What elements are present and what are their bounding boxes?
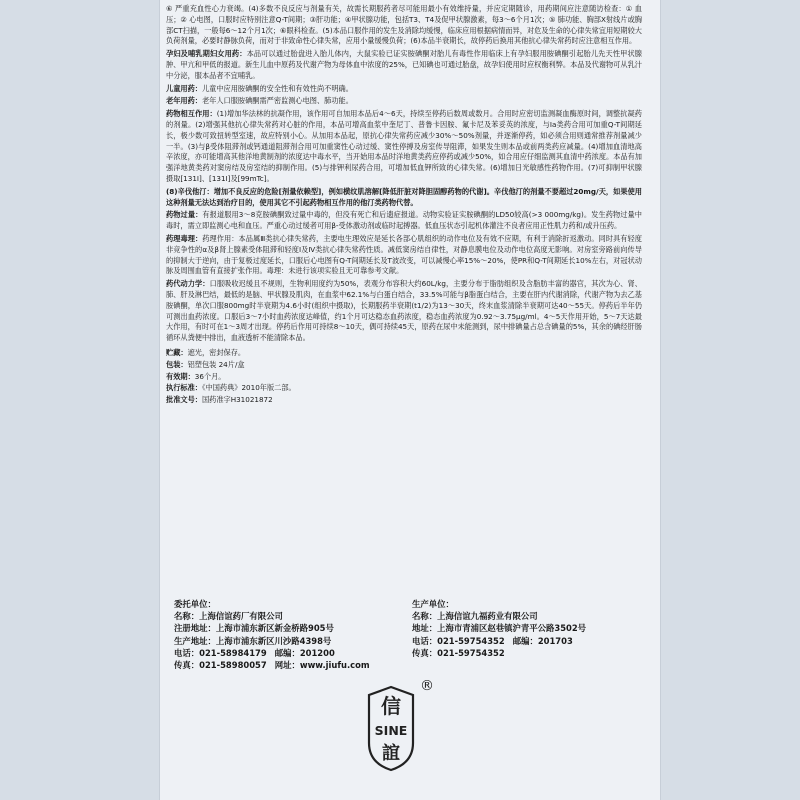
paragraph-pharmacokinetics: 药代动力学：口服吸收迟缓且不规则，生物利用度约为50%，表观分布容积大约60L/kg，主要分布于脂肪组织及含脂肪丰富的器官，其次为心、肾、肺、肝及淋巴结，最低的是脑、甲状腺及肌肉，在血浆中62.1%与白蛋白结合，33.5%可能与β脂蛋白结合，主要在肝内代谢消除，代谢产物为去乙基胺碘酮，单次口服800mg时半衰期为4.6小时(组织中摄取)，长期服药半衰期(t1/2)为13～30天，终末血浆清除半衰期可达40～55天。停药后半年仍可测出血药浓度。口服后3～7小时血药浓度达峰值，约1个月可达稳态血药浓度，稳态血药浓度为0.92～3.75μg/ml。4～5天作用开始，5～7天达最大作用，有时可在1～3周才出现。停药后作用可持续8～10天，偶可持续45天，原药在尿中未能测到，尿中排碘量占总含碘量的5%，其余的碘经肝肠循环从粪便中排出，血液透析不能清除本品。 <box>166 279 642 343</box>
manufacturer-heading: 生产单位： <box>412 599 454 609</box>
entrusting-heading: 委托单位： <box>174 599 216 609</box>
info-shelf-life: 有效期：36个月。 <box>166 371 226 381</box>
paragraph-simvastatin-warning: (8)辛伐他汀：增加不良反应的危险[剂量依赖型]，例如横纹肌溶解[降低肝脏对降胆固醇药物的代谢]。辛伐他汀的剂量不要超过20mg/天，如果使用这种剂量无法达到治疗目的，使用其它不引起药物相互作用的他汀类药物代替。 <box>166 186 642 207</box>
company-info <box>174 598 644 671</box>
entrusting-prod-address: 生产地址：上海市浦东新区川沙路4398号 <box>174 635 332 646</box>
section-label: 药代动力学： <box>166 279 210 289</box>
manufacturer-fax: 传真：021-59754352 <box>412 647 505 658</box>
info-storage: 贮藏：遮光，密封保存。 <box>166 347 246 357</box>
paragraph-overdose: 药物过量：有报道服用3～8克胺碘酮致过量中毒的，但没有死亡和后遗症报道。动物实验证实胺碘酮的LD50较高(>3 000mg/kg)。发生药物过量中毒时，需立即监测心电和血压。严重心动过缓者可用β-受体激动剂或临时起搏器。低血压状态引起机体灌注不良者应用正性肌力药和/或升压药。 <box>166 210 642 231</box>
section-label: 老年用药： <box>166 96 202 106</box>
logo-top-char: 信 <box>381 694 401 718</box>
manufacturer-address: 地址：上海市青浦区赵巷镇沪青平公路3502号 <box>412 623 587 634</box>
section-label: 儿童用药： <box>166 83 202 93</box>
section-label: 孕妇及哺乳期妇女用药： <box>166 49 247 59</box>
manufacturer-name: 名称：上海信谊九福药业有限公司 <box>412 611 538 622</box>
entrusting-name: 名称：上海信谊药厂有限公司 <box>174 611 283 622</box>
info-package: 包装：铝塑包装 24片/盒 <box>166 359 245 369</box>
section-label: 药理毒理： <box>166 233 203 243</box>
paragraph-interactions: 药物相互作用：(1)增加华法林的抗凝作用，该作用可自加用本品后4～6天，持续至停药后数周或数月。合用时应密切监测凝血酶原时间，调整抗凝药的剂量。(2)增强其他抗心律失常药对心脏的作用，本品可增高血浆中奎尼丁、普鲁卡因胺、氟卡尼及苯妥英的浓度，与Ia类药合用可加重Q-T间期延长，极少数可致扭转型室速，故应特别小心。从加用本品起，原抗心律失常药应减少30%～50%剂量，并逐渐停药，如必须合用则通常推荐剂量减少一半。(3)与β受体阻滞剂或钙通道阻滞剂合用可加重窦性心动过缓、窦性停搏及房室传导阻滞，如果发生则本品或前两类药应减量。(4)增加血清地高辛浓度，亦可能增高其他洋地黄制剂的浓度达中毒水平，当开始用本品时洋地黄类药应停药或减少50%，如合用应仔细监测其血清中药浓度。本品有加强洋地黄类药对窦房结及房室结的抑制作用。(5)与排钾利尿药合用，可增加低血钾所致的心律失常。(6)增加日光敏感性药物作用。(7)可抑制甲状腺摄取[131I]、[131I]及[99mTc]。 <box>166 109 642 183</box>
entrusting-reg-address: 注册地址：上海市浦东新区新金桥路905号 <box>174 623 334 634</box>
logo-sine-text: SINE <box>374 723 408 738</box>
leaflet-body <box>166 4 642 407</box>
entrusting-phone: 电话：021-58984179 邮编：201200 <box>174 647 335 658</box>
paragraph-geriatric: 老年用药：老年人口服胺碘酮需严密监测心电图、肺功能。 <box>166 96 353 106</box>
registered-mark: ® <box>420 678 434 694</box>
logo-bottom-char: 誼 <box>382 743 400 764</box>
paragraph-pediatric: 儿童用药：儿童中应用胺碘酮的安全性和有效性尚不明确。 <box>166 83 353 93</box>
info-approval-number: 批准文号：国药准字H31021872 <box>166 395 273 405</box>
section-label: 药物相互作用： <box>166 109 217 119</box>
info-standard: 执行标准：《中国药典》2010年版二部。 <box>166 383 296 393</box>
entrusting-fax: 传真：021-58980057 网址：www.jiufu.com <box>174 660 370 671</box>
section-label: 药物过量： <box>166 210 203 220</box>
sine-logo <box>362 683 420 773</box>
product-info <box>166 348 642 406</box>
entrusting-company <box>174 598 406 671</box>
manufacturer-phone: 电话：021-59754352 邮编：201703 <box>412 635 573 646</box>
manufacturer <box>412 598 644 671</box>
paragraph-precautions-cont: ⑥ 严重充血性心力衰竭。(4)多数不良反应与剂量有关，故需长期服药者尽可能用最小有效维持量，并应定期随诊，用药期间应注意随访检查：① 血压；② 心电图，口服时应特别注意Q-T间期；③肝功能；④甲状腺功能，包括T3、T4及促甲状腺激素，每3～6个月1次；⑤ 肺功能、胸部X射线片或胸部CT扫描，一般每6～12个月1次；⑥眼科检查。(5)本品口服作用的发生及消除均缓慢，临床应用根据病情而异，对危及生命的心律失常宜用短期较大负荷剂量，必要时静脉负荷，而对于非致命性心律失常，应用小量缓慢负荷；(6)本品半衰期长，故停药后换用其他抗心律失常药时应注意相互作用。 <box>166 4 642 46</box>
paragraph-pharmacology: 药理毒理：药理作用：本品属Ⅲ类抗心律失常药，主要电生理效应是延长各部心肌组织的动作电位及有效不应期，有利于消除折返激动。同时具有轻度非竞争性的α及β肾上腺素受体阻滞和轻度Ⅰ及Ⅳ类抗心律失常药性质。减低窦房结自律性，对静息膜电位及动作电位高度无影响。对房室旁路前向传导的抑制大于逆向，由于复极过度延长，口服后心电图有Q-T间期延长及T波改变，可以减慢心率15%～20%，使PR和Q-T间期延长10%左右，对冠状动脉及周围血管有直接扩张作用。毒理：未进行该项实验且无可靠参考文献。 <box>166 233 642 276</box>
paragraph-pregnancy: 孕妇及哺乳期妇女用药：本品可以通过胎盘进入胎儿体内，大鼠实验已证实胺碘酮对胎儿有毒性作用临床上有孕妇服用胺碘酮引起胎儿先天性甲状腺肿、甲亢和甲低的报道。新生儿血中原药及代谢产物为母体血中浓度的25%，已知碘也可通过胎盘，故孕妇使用时应权衡利弊。本品及代谢物可从乳汁中分泌，服本品者不宜哺乳。 <box>166 49 642 80</box>
